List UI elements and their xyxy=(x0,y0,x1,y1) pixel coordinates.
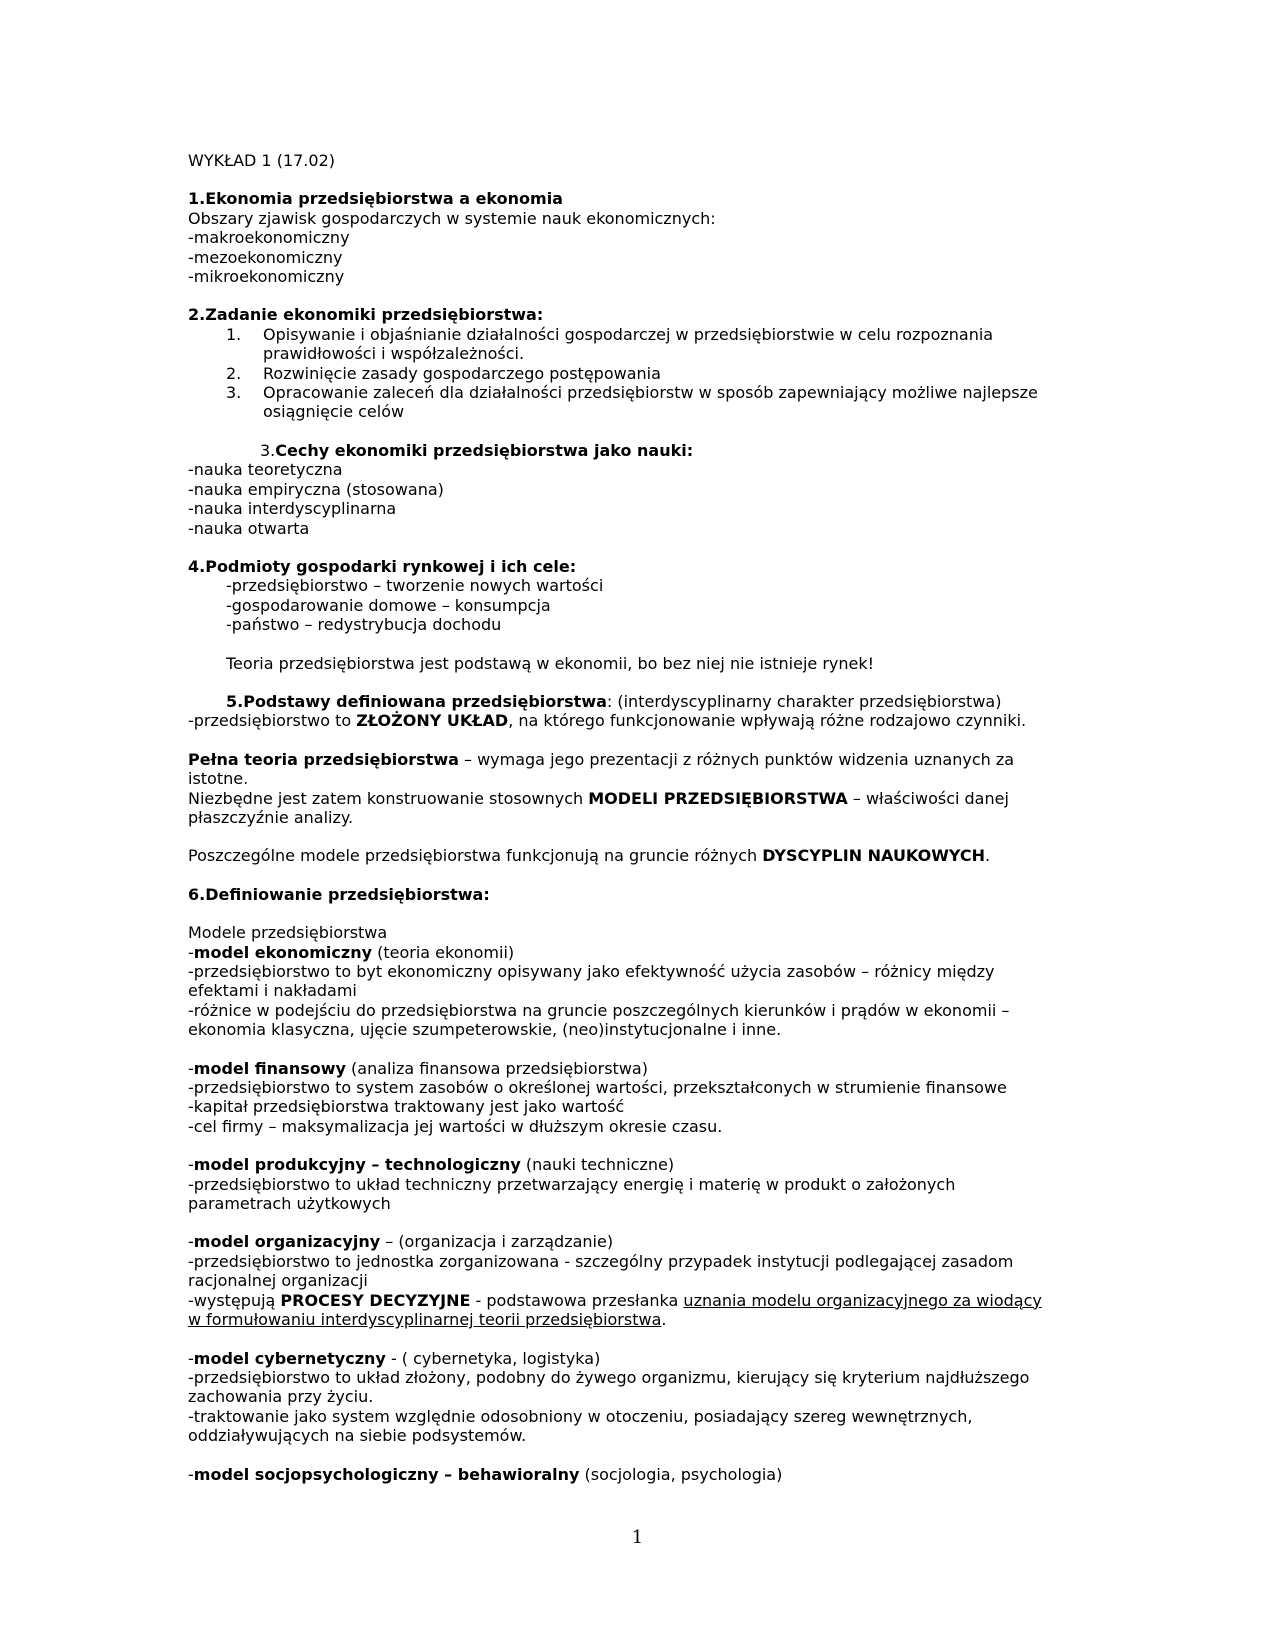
model-line xyxy=(188,1291,1088,1310)
list-item: -nauka teoretyczna xyxy=(188,460,343,480)
section-3-title xyxy=(188,441,1088,460)
text: -występują xyxy=(188,1290,281,1310)
model-line: -przedsiębiorstwo to jednostka zorganizowana - szczególny przypadek instytucji podlegającej zasadom xyxy=(188,1251,1014,1271)
model-heading xyxy=(188,1059,1088,1078)
text: . xyxy=(985,846,991,866)
paragraph xyxy=(188,750,1088,769)
dash: - xyxy=(188,1058,194,1078)
item-number: 2. xyxy=(226,363,242,383)
item-text-cont: osiągnięcie celów xyxy=(263,402,405,422)
model-line: racjonalnej organizacji xyxy=(188,1271,368,1291)
model-discipline: (teoria ekonomii) xyxy=(372,942,515,962)
emphasis: MODELI PRZEDSIĘBIORSTWA xyxy=(588,788,848,808)
dash: - xyxy=(188,1232,194,1252)
text: Poszczególne modele przedsiębiorstwa funkcjonują na gruncie różnych xyxy=(188,846,763,866)
model-line: -przedsiębiorstwo to system zasobów o określonej wartości, przekształconych w strumienie finansowe xyxy=(188,1078,1007,1098)
section-5-title-rest: : (interdyscyplinarny charakter przedsiębiorstwa) xyxy=(606,691,1002,711)
model-heading xyxy=(188,1155,1088,1174)
section-6-subtitle: Modele przedsiębiorstwa xyxy=(188,923,388,943)
model-line: -przedsiębiorstwo to układ złożony, podobny do żywego organizmu, kierujący się kryterium najdłuższego xyxy=(188,1367,1030,1387)
paragraph-cont: istotne. xyxy=(188,769,249,789)
emphasis: ZŁOŻONY UKŁAD xyxy=(356,711,509,731)
section-3-title-text: Cechy ekonomiki przedsiębiorstwa jako nauki: xyxy=(275,440,694,460)
document-body xyxy=(188,151,1088,1484)
list-item: -nauka otwarta xyxy=(188,518,310,538)
list-item: -gospodarowanie domowe – konsumpcja xyxy=(226,595,551,615)
model-discipline: (socjologia, psychologia) xyxy=(579,1464,783,1484)
section-3-number: 3. xyxy=(260,440,276,460)
underlined-text: uznania modelu organizacyjnego za wiodący xyxy=(683,1290,1042,1310)
dash: - xyxy=(188,1348,194,1368)
section-1-title: 1.Ekonomia przedsiębiorstwa a ekonomia xyxy=(188,189,563,209)
model-name: model ekonomiczny xyxy=(193,942,373,962)
model-discipline: (nauki techniczne) xyxy=(520,1155,675,1175)
list-item: -mezoekonomiczny xyxy=(188,247,343,267)
list-item: -makroekonomiczny xyxy=(188,228,350,248)
lecture-header: WYKŁAD 1 (17.02) xyxy=(188,151,335,170)
model-discipline: – (organizacja i zarządzanie) xyxy=(380,1232,614,1252)
list-item: -przedsiębiorstwo – tworzenie nowych wartości xyxy=(226,576,604,596)
model-line: -przedsiębiorstwo to byt ekonomiczny opisywany jako efektywność użycia zasobów – różnicy między xyxy=(188,962,995,981)
paragraph xyxy=(188,789,1088,808)
model-line: ekonomia klasyczna, ujęcie szumpeterowskie, (neo)instytucjonalne i inne. xyxy=(188,1020,782,1040)
emphasis: Pełna teoria przedsiębiorstwa xyxy=(188,749,459,769)
numbered-item xyxy=(188,364,1088,383)
emphasis: DYSCYPLIN NAUKOWYCH xyxy=(762,846,986,866)
text: , na którego funkcjonowanie wpływają różne rodzajowo czynniki. xyxy=(508,711,1027,731)
model-name: model organizacyjny xyxy=(193,1232,381,1252)
text: . xyxy=(661,1310,667,1330)
section-5-title xyxy=(188,692,1088,711)
list-item: -nauka empiryczna (stosowana) xyxy=(188,479,444,499)
text: Niezbędne jest zatem konstruowanie stosownych xyxy=(188,788,589,808)
model-line: -traktowanie jako system względnie odosobniony w otoczeniu, posiadający szereg wewnętrznych, xyxy=(188,1406,973,1426)
section-2-title: 2.Zadanie ekonomiki przedsiębiorstwa: xyxy=(188,305,544,325)
model-name: model socjopsychologiczny – behawioralny xyxy=(193,1464,580,1484)
item-text-cont: prawidłowości i współzależności. xyxy=(263,344,525,364)
model-heading xyxy=(188,1349,1088,1368)
section-5-title-bold: 5.Podstawy definiowana przedsiębiorstwa xyxy=(226,691,607,711)
dash: - xyxy=(188,1155,194,1175)
item-number: 3. xyxy=(226,383,242,403)
model-name: model finansowy xyxy=(193,1058,346,1078)
model-heading xyxy=(188,1232,1088,1251)
text: - podstawowa przesłanka xyxy=(470,1290,684,1310)
list-item: -nauka interdyscyplinarna xyxy=(188,499,397,519)
model-line: zachowania przy życiu. xyxy=(188,1387,374,1407)
item-number: 1. xyxy=(226,324,242,344)
model-line: parametrach użytkowych xyxy=(188,1194,391,1214)
section-4-note: Teoria przedsiębiorstwa jest podstawą w ekonomii, bo bez niej nie istnieje rynek! xyxy=(226,653,875,673)
section-4-title: 4.Podmioty gospodarki rynkowej i ich cele: xyxy=(188,556,577,576)
model-line: -różnice w podejściu do przedsiębiorstwa na gruncie poszczególnych kierunków i prądów w ekonomii – xyxy=(188,1000,1010,1020)
dash: - xyxy=(188,1464,194,1484)
dash: - xyxy=(188,942,194,962)
list-item: -państwo – redystrybucja dochodu xyxy=(226,615,502,635)
model-discipline: (analiza finansowa przedsiębiorstwa) xyxy=(345,1058,648,1078)
model-line xyxy=(188,1310,1088,1329)
text: – właściwości danej xyxy=(847,788,1009,808)
model-line: efektami i nakładami xyxy=(188,981,357,1001)
list-item: -mikroekonomiczny xyxy=(188,267,345,287)
model-name: model produkcyjny – technologiczny xyxy=(193,1155,521,1175)
page-number: 1 xyxy=(631,1527,644,1548)
model-heading xyxy=(188,1465,1088,1484)
paragraph-cont: płaszczyźnie analizy. xyxy=(188,807,354,827)
section-6-title: 6.Definiowanie przedsiębiorstwa: xyxy=(188,884,490,904)
section-1-intro: Obszary zjawisk gospodarczych w systemie nauk ekonomicznych: xyxy=(188,208,716,228)
model-line: -cel firmy – maksymalizacja jej wartości w dłuższym okresie czasu. xyxy=(188,1116,723,1136)
emphasis: PROCESY DECYZYJNE xyxy=(280,1290,471,1310)
numbered-item xyxy=(188,383,1088,422)
item-text: Opisywanie i objaśnianie działalności gospodarczej w przedsiębiorstwie w celu rozpoznania xyxy=(263,324,994,344)
model-line: oddziaływujących na siebie podsystemów. xyxy=(188,1426,527,1446)
item-text: Opracowanie zaleceń dla działalności przedsiębiorstw w sposób zapewniający możliwe najlepsze xyxy=(263,383,1038,403)
item-text: Rozwinięcie zasady gospodarczego postępowania xyxy=(263,363,661,383)
paragraph xyxy=(188,711,1088,730)
model-line: -kapitał przedsiębiorstwa traktowany jest jako wartość xyxy=(188,1097,625,1117)
model-heading xyxy=(188,943,1088,962)
text: – wymaga jego prezentacji z różnych punktów widzenia uznanych za xyxy=(458,749,1015,769)
numbered-item xyxy=(188,325,1088,364)
text: -przedsiębiorstwo to xyxy=(188,711,357,731)
model-line: -przedsiębiorstwo to układ techniczny przetwarzający energię i materię w produkt o założonych xyxy=(188,1174,956,1194)
model-discipline: - ( cybernetyka, logistyka) xyxy=(385,1348,601,1368)
model-name: model cybernetyczny xyxy=(193,1348,386,1368)
underlined-text: w formułowaniu interdyscyplinarnej teorii przedsiębiorstwa xyxy=(188,1310,662,1330)
paragraph xyxy=(188,846,1088,865)
